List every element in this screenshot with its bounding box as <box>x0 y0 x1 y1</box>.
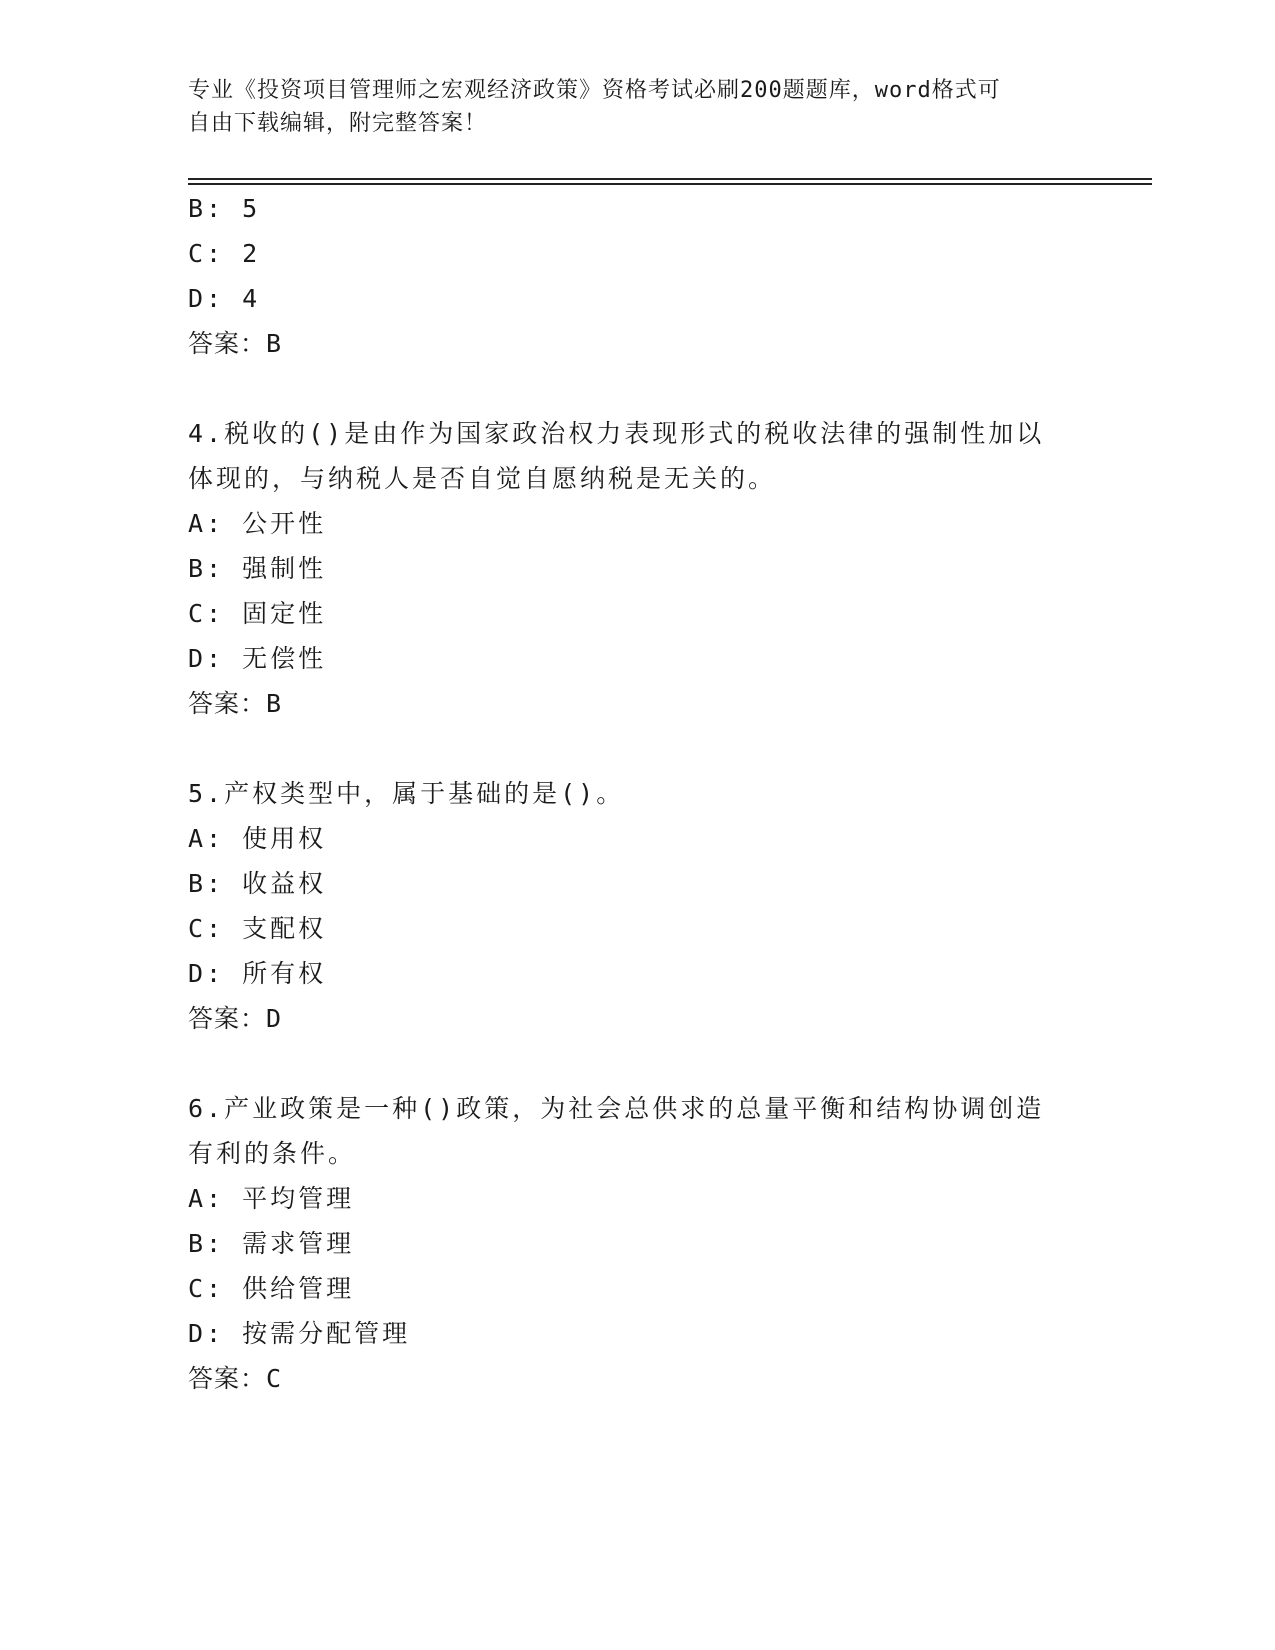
header-rule-bottom <box>188 183 1152 185</box>
q6-stem-line-1: 6.产业政策是一种()政策，为社会总供求的总量平衡和结构协调创造 <box>188 1094 1045 1123</box>
header-rule-top <box>188 178 1152 180</box>
document-header <box>188 74 1068 140</box>
q4-stem-line-1: 4.税收的()是由作为国家政治权力表现形式的税收法律的强制性加以 <box>188 419 1045 448</box>
q3-option-b: B: 5 <box>188 194 261 223</box>
q3-answer: 答案：B <box>188 329 283 358</box>
q6-option-b: B: 需求管理 <box>188 1229 355 1258</box>
q5-option-b: B: 收益权 <box>188 869 327 898</box>
header-line-1: 专业《投资项目管理师之宏观经济政策》资格考试必刷200题题库，word格式可 <box>188 78 1001 103</box>
q4-answer: 答案：B <box>188 689 283 718</box>
q3-option-c: C: 2 <box>188 239 261 268</box>
q5-option-a: A: 使用权 <box>188 824 327 853</box>
q6-stem-line-2: 有利的条件。 <box>188 1139 357 1168</box>
q5-stem-line-1: 5.产权类型中，属于基础的是()。 <box>188 779 625 808</box>
q4-option-b: B: 强制性 <box>188 554 327 583</box>
q5-option-c: C: 支配权 <box>188 914 327 943</box>
q4-stem-line-2: 体现的，与纳税人是否自觉自愿纳税是无关的。 <box>188 464 777 493</box>
q6-option-d: D: 按需分配管理 <box>188 1319 411 1348</box>
q3-option-d: D: 4 <box>188 284 261 313</box>
q6-option-c: C: 供给管理 <box>188 1274 355 1303</box>
q5-option-d: D: 所有权 <box>188 959 327 988</box>
q4-option-d: D: 无偿性 <box>188 644 327 673</box>
q4-option-c: C: 固定性 <box>188 599 327 628</box>
header-line-2: 自由下载编辑，附完整答案！ <box>188 111 488 136</box>
q6-answer: 答案：C <box>188 1364 283 1393</box>
q5-answer: 答案：D <box>188 1004 283 1033</box>
q4-option-a: A: 公开性 <box>188 509 327 538</box>
q6-option-a: A: 平均管理 <box>188 1184 355 1213</box>
